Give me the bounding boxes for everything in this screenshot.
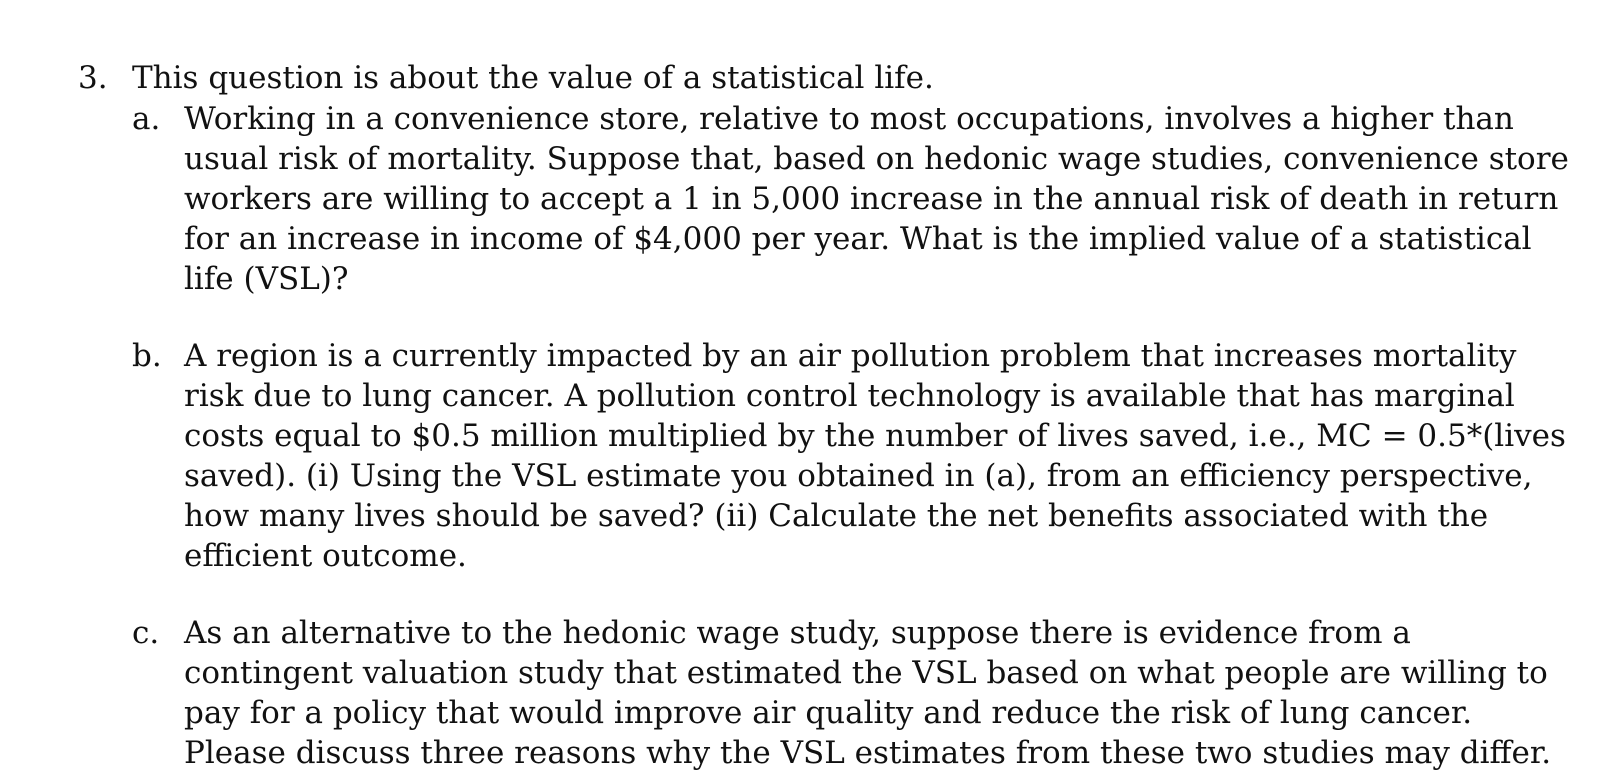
part-b-letter: b. (132, 338, 162, 374)
part-c (132, 613, 1578, 773)
part-a-letter: a. (132, 101, 161, 137)
question-number: 3. (78, 60, 108, 96)
question-3 (78, 58, 1578, 773)
part-b-text: A region is a currently impacted by an air pollution problem that increases mortality risk due to lung cancer. A pollution control technology is available that has marginal costs equal to $0.5 million multiplied by the number of lives saved, i.e., MC = 0.5*(lives saved). (i) Using the VSL estimate you obtained in (a), from an efficiency perspective, how many lives should be saved? (ii) Calculate the net benefits associated with the efficient outcome. (184, 338, 1566, 574)
document-page (78, 58, 1578, 773)
part-c-text: As an alternative to the hedonic wage study, suppose there is evidence from a contingent valuation study that estimated the VSL based on what people are willing to pay for a policy that would improve air quality and reduce the risk of lung cancer. Please discuss three reasons why the VSL estimates from these two studies may differ. (184, 615, 1552, 771)
part-a (132, 99, 1578, 299)
part-c-letter: c. (132, 615, 160, 651)
question-text: This question is about the value of a statistical life. (132, 60, 934, 96)
question-body (132, 58, 1578, 773)
part-b (132, 336, 1578, 576)
part-a-text: Working in a convenience store, relative to most occupations, involves a higher than usual risk of mortality. Suppose that, based on hedonic wage studies, convenience store workers are willing to accept a 1 in 5,000 increase in the annual risk of death in return for an increase in income of $4,000 per year. What is the implied value of a statistical life (VSL)? (184, 101, 1569, 297)
